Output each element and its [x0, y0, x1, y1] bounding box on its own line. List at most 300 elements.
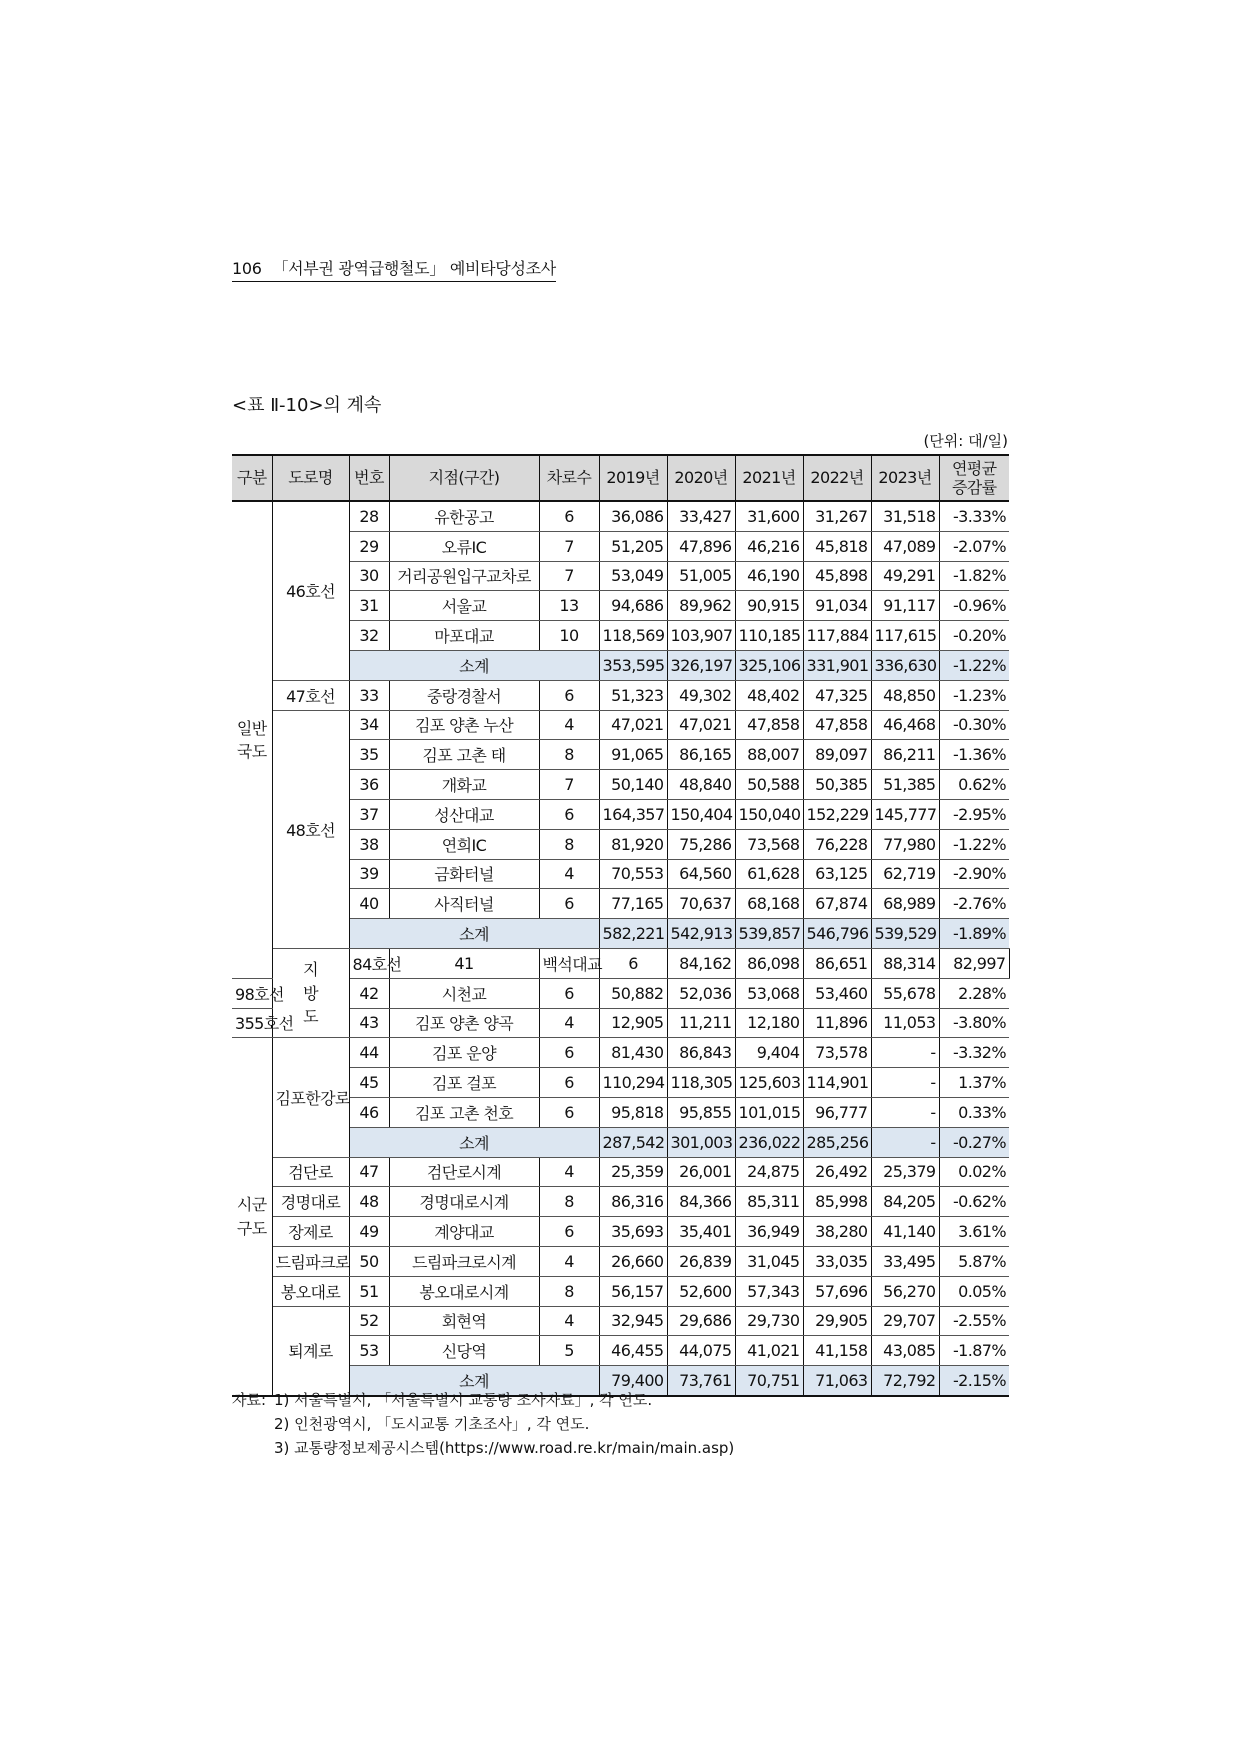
volume-cell: 50,385 [803, 770, 871, 800]
volume-cell: 62,719 [871, 859, 939, 889]
point-name-cell: 김포 고촌 태 [389, 740, 539, 770]
volume-cell: 125,603 [735, 1068, 803, 1098]
growth-rate-cell: -2.95% [939, 799, 1009, 829]
road-name-cell: 98호선 [232, 978, 272, 1008]
point-name-cell: 성산대교 [389, 799, 539, 829]
point-number-cell: 50 [349, 1246, 389, 1276]
volume-cell: 29,905 [803, 1306, 871, 1336]
volume-cell: 9,404 [735, 1038, 803, 1068]
road-name-cell: 검단로 [272, 1157, 349, 1187]
volume-cell: 84,162 [667, 948, 735, 978]
volume-cell: 35,693 [599, 1217, 667, 1247]
lanes-cell: 7 [539, 770, 599, 800]
table-row [232, 591, 1009, 621]
category-cell [232, 501, 272, 978]
table-row [232, 1008, 1009, 1038]
volume-cell: 29,707 [871, 1306, 939, 1336]
category-label: 지 [303, 960, 318, 980]
volume-cell: 56,270 [871, 1276, 939, 1306]
lanes-cell: 6 [539, 501, 599, 531]
lanes-cell: 6 [539, 1038, 599, 1068]
volume-cell: 91,065 [599, 740, 667, 770]
volume-cell: 150,404 [667, 799, 735, 829]
point-number-cell: 42 [349, 978, 389, 1008]
col-header: 2023년 [871, 455, 939, 501]
col-header: 지점(구간) [389, 455, 539, 501]
point-name-cell: 유한공고 [389, 501, 539, 531]
growth-rate-cell: -0.62% [939, 1187, 1009, 1217]
document-title: 「서부권 광역급행철도」 예비타당성조사 [272, 259, 556, 278]
volume-cell: 45,818 [803, 531, 871, 561]
lanes-cell: 13 [539, 591, 599, 621]
source-item: 2) 인천광역시, 「도시교통 기초조사」, 각 연도. [274, 1415, 590, 1433]
volume-cell: 68,168 [735, 889, 803, 919]
volume-cell: 33,035 [803, 1246, 871, 1276]
volume-cell: 114,901 [803, 1068, 871, 1098]
volume-cell: 77,980 [871, 829, 939, 859]
lanes-cell: 6 [599, 948, 667, 978]
volume-cell: 72,792 [871, 1366, 939, 1396]
volume-cell: 51,323 [599, 680, 667, 710]
volume-cell: 52,600 [667, 1276, 735, 1306]
page-header [232, 256, 556, 282]
volume-cell: 82,997 [939, 948, 1009, 978]
volume-cell: 236,022 [735, 1127, 803, 1157]
volume-cell: 542,913 [667, 919, 735, 949]
volume-cell: 41,140 [871, 1217, 939, 1247]
volume-cell: 103,907 [667, 621, 735, 651]
table-row [232, 740, 1009, 770]
volume-cell: 76,228 [803, 829, 871, 859]
source-item: 3) 교통량정보제공시스템(https://www.road.re.kr/main/main.asp) [274, 1439, 735, 1457]
growth-rate-cell: -2.90% [939, 859, 1009, 889]
col-header: 도로명 [272, 455, 349, 501]
growth-rate-cell: 0.02% [939, 1157, 1009, 1187]
category-cell [232, 1038, 272, 1396]
category-label: 방 [303, 983, 318, 1003]
category-label: 도 [303, 1006, 318, 1026]
volume-cell: 51,385 [871, 770, 939, 800]
road-name-cell: 46호선 [272, 501, 349, 680]
volume-cell: 36,086 [599, 501, 667, 531]
growth-rate-cell: -3.32% [939, 1038, 1009, 1068]
point-number-cell: 29 [349, 531, 389, 561]
point-number-cell: 39 [349, 859, 389, 889]
col-header-growth: 연평균 증감률 [939, 455, 1009, 501]
lanes-cell: 6 [539, 978, 599, 1008]
growth-rate-cell: -1.89% [939, 919, 1009, 949]
volume-cell: 86,316 [599, 1187, 667, 1217]
volume-cell: 41,021 [735, 1336, 803, 1366]
volume-cell: 26,492 [803, 1157, 871, 1187]
volume-cell: 73,761 [667, 1366, 735, 1396]
growth-rate-cell: -1.82% [939, 561, 1009, 591]
point-name-cell: 마포대교 [389, 621, 539, 651]
point-number-cell: 53 [349, 1336, 389, 1366]
volume-cell: 47,325 [803, 680, 871, 710]
volume-cell: 118,305 [667, 1068, 735, 1098]
volume-cell: 301,003 [667, 1127, 735, 1157]
lanes-cell: 8 [539, 829, 599, 859]
growth-rate-cell: 2.28% [939, 978, 1009, 1008]
volume-cell: 64,560 [667, 859, 735, 889]
volume-cell: 31,600 [735, 501, 803, 531]
volume-cell: 117,884 [803, 621, 871, 651]
table-row [232, 1246, 1009, 1276]
volume-cell: 25,379 [871, 1157, 939, 1187]
table-row [232, 1217, 1009, 1247]
volume-cell: 48,402 [735, 680, 803, 710]
lanes-cell: 8 [539, 1276, 599, 1306]
volume-cell: 31,045 [735, 1246, 803, 1276]
volume-cell: 118,569 [599, 621, 667, 651]
subtotal-row [232, 650, 1009, 680]
volume-cell: 84,205 [871, 1187, 939, 1217]
volume-cell: 12,905 [599, 1008, 667, 1038]
lanes-cell: 6 [539, 680, 599, 710]
volume-cell: 11,211 [667, 1008, 735, 1038]
road-name-cell: 봉오대로 [272, 1276, 349, 1306]
volume-cell: 44,075 [667, 1336, 735, 1366]
volume-cell: 26,001 [667, 1157, 735, 1187]
road-name-cell: 경명대로 [272, 1187, 349, 1217]
volume-cell: 63,125 [803, 859, 871, 889]
volume-cell: 89,962 [667, 591, 735, 621]
volume-cell: 47,021 [667, 710, 735, 740]
growth-rate-cell: -0.27% [939, 1127, 1009, 1157]
volume-cell: 95,855 [667, 1097, 735, 1127]
volume-cell: 326,197 [667, 650, 735, 680]
table-row [232, 948, 1009, 978]
volume-cell: 33,495 [871, 1246, 939, 1276]
point-number-cell: 40 [349, 889, 389, 919]
point-number-cell: 36 [349, 770, 389, 800]
volume-cell: 24,875 [735, 1157, 803, 1187]
volume-cell: 86,211 [871, 740, 939, 770]
point-number-cell: 49 [349, 1217, 389, 1247]
volume-cell: 49,302 [667, 680, 735, 710]
volume-cell: 287,542 [599, 1127, 667, 1157]
table-row [232, 1038, 1009, 1068]
volume-cell: 95,818 [599, 1097, 667, 1127]
lanes-cell: 7 [539, 531, 599, 561]
volume-cell: 46,455 [599, 1336, 667, 1366]
volume-cell: - [871, 1068, 939, 1098]
volume-cell: 26,660 [599, 1246, 667, 1276]
point-name-cell: 김포 고촌 천호 [389, 1097, 539, 1127]
table-row [232, 770, 1009, 800]
point-name-cell: 봉오대로시계 [389, 1276, 539, 1306]
growth-rate-cell: -0.20% [939, 621, 1009, 651]
volume-cell: 57,696 [803, 1276, 871, 1306]
volume-cell: 546,796 [803, 919, 871, 949]
sources-note [232, 1388, 734, 1460]
volume-cell: 46,216 [735, 531, 803, 561]
volume-cell: 94,686 [599, 591, 667, 621]
volume-cell: - [871, 1097, 939, 1127]
volume-cell: 61,628 [735, 859, 803, 889]
volume-cell: 56,157 [599, 1276, 667, 1306]
point-number-cell: 38 [349, 829, 389, 859]
volume-cell: 43,085 [871, 1336, 939, 1366]
lanes-cell: 10 [539, 621, 599, 651]
volume-cell: 33,427 [667, 501, 735, 531]
growth-rate-cell: -1.22% [939, 829, 1009, 859]
volume-cell: 79,400 [599, 1366, 667, 1396]
volume-cell: 48,850 [871, 680, 939, 710]
point-number-cell: 33 [349, 680, 389, 710]
point-name-cell: 김포 운양 [389, 1038, 539, 1068]
volume-cell: 38,280 [803, 1217, 871, 1247]
sources-label: 자료: [232, 1391, 267, 1409]
road-name-cell: 장제로 [272, 1217, 349, 1247]
growth-rate-cell: 0.62% [939, 770, 1009, 800]
volume-cell: 539,529 [871, 919, 939, 949]
growth-rate-cell: 0.05% [939, 1276, 1009, 1306]
volume-cell: 86,165 [667, 740, 735, 770]
table-row [232, 799, 1009, 829]
volume-cell: 70,751 [735, 1366, 803, 1396]
volume-cell: 47,021 [599, 710, 667, 740]
point-name-cell: 금화터널 [389, 859, 539, 889]
lanes-cell: 4 [539, 1246, 599, 1276]
col-header: 구분 [232, 455, 272, 501]
point-number-cell: 41 [389, 948, 539, 978]
volume-cell: 110,185 [735, 621, 803, 651]
volume-cell: 47,858 [735, 710, 803, 740]
header-row [232, 455, 1009, 501]
volume-cell: 81,430 [599, 1038, 667, 1068]
point-number-cell: 44 [349, 1038, 389, 1068]
category-label: 시군 [236, 1195, 267, 1215]
road-name-cell: 드림파크로 [272, 1246, 349, 1276]
volume-cell: 49,291 [871, 561, 939, 591]
point-name-cell: 오류IC [389, 531, 539, 561]
volume-cell: 50,588 [735, 770, 803, 800]
volume-cell: 71,063 [803, 1366, 871, 1396]
volume-cell: 51,205 [599, 531, 667, 561]
volume-cell: - [871, 1038, 939, 1068]
volume-cell: 331,901 [803, 650, 871, 680]
volume-cell: 77,165 [599, 889, 667, 919]
volume-cell: 325,106 [735, 650, 803, 680]
point-name-cell: 김포 양촌 양곡 [389, 1008, 539, 1038]
point-number-cell: 52 [349, 1306, 389, 1336]
point-name-cell: 드림파크로시계 [389, 1246, 539, 1276]
volume-cell: 47,858 [803, 710, 871, 740]
volume-cell: 53,049 [599, 561, 667, 591]
point-name-cell: 김포 걸포 [389, 1068, 539, 1098]
volume-cell: 48,840 [667, 770, 735, 800]
point-number-cell: 31 [349, 591, 389, 621]
point-number-cell: 51 [349, 1276, 389, 1306]
volume-cell: 70,553 [599, 859, 667, 889]
volume-cell: 110,294 [599, 1068, 667, 1098]
lanes-cell: 4 [539, 1306, 599, 1336]
volume-cell: 53,068 [735, 978, 803, 1008]
growth-rate-cell: -0.96% [939, 591, 1009, 621]
volume-cell: 41,158 [803, 1336, 871, 1366]
point-number-cell: 30 [349, 561, 389, 591]
table-row [232, 829, 1009, 859]
table-row [232, 1306, 1009, 1336]
lanes-cell: 6 [539, 799, 599, 829]
volume-cell: 12,180 [735, 1008, 803, 1038]
point-name-cell: 경명대로시계 [389, 1187, 539, 1217]
point-name-cell: 연희IC [389, 829, 539, 859]
category-label: 일반 [236, 718, 267, 738]
traffic-volume-table [232, 454, 1009, 1397]
volume-cell: 86,843 [667, 1038, 735, 1068]
lanes-cell: 8 [539, 1187, 599, 1217]
road-name-cell: 355호선 [232, 1008, 272, 1038]
volume-cell: 51,005 [667, 561, 735, 591]
volume-cell: 582,221 [599, 919, 667, 949]
col-header: 차로수 [539, 455, 599, 501]
road-name-cell: 김포한강로 [272, 1038, 349, 1157]
point-name-cell: 개화교 [389, 770, 539, 800]
table-row [232, 859, 1009, 889]
volume-cell: 164,357 [599, 799, 667, 829]
volume-cell: 31,267 [803, 501, 871, 531]
col-header: 2021년 [735, 455, 803, 501]
subtotal-row [232, 919, 1009, 949]
growth-rate-cell: -2.55% [939, 1306, 1009, 1336]
table-row [232, 621, 1009, 651]
growth-rate-cell: -1.36% [939, 740, 1009, 770]
volume-cell: 67,874 [803, 889, 871, 919]
volume-cell: 70,637 [667, 889, 735, 919]
point-number-cell: 43 [349, 1008, 389, 1038]
volume-cell: 36,949 [735, 1217, 803, 1247]
point-number-cell: 47 [349, 1157, 389, 1187]
road-name-cell: 퇴계로 [272, 1306, 349, 1396]
lanes-cell: 6 [539, 1217, 599, 1247]
volume-cell: 101,015 [735, 1097, 803, 1127]
volume-cell: 86,651 [803, 948, 871, 978]
growth-rate-cell: 0.33% [939, 1097, 1009, 1127]
volume-cell: 11,053 [871, 1008, 939, 1038]
volume-cell: 75,286 [667, 829, 735, 859]
growth-rate-cell: 5.87% [939, 1246, 1009, 1276]
table-row [232, 680, 1009, 710]
volume-cell: 50,140 [599, 770, 667, 800]
subtotal-label-cell: 소계 [349, 1366, 599, 1396]
point-number-cell: 48 [349, 1187, 389, 1217]
volume-cell: 336,630 [871, 650, 939, 680]
volume-cell: 91,117 [871, 591, 939, 621]
point-name-cell: 사직터널 [389, 889, 539, 919]
volume-cell: 11,896 [803, 1008, 871, 1038]
volume-cell: 117,615 [871, 621, 939, 651]
volume-cell: 26,839 [667, 1246, 735, 1276]
point-name-cell: 백석대교 [539, 948, 599, 978]
road-name-cell: 84호선 [349, 948, 389, 978]
table-row [232, 1336, 1009, 1366]
table-row [232, 1157, 1009, 1187]
growth-rate-cell: -2.15% [939, 1366, 1009, 1396]
volume-cell: 53,460 [803, 978, 871, 1008]
category-label: 구도 [236, 1218, 267, 1238]
volume-cell: 88,007 [735, 740, 803, 770]
volume-cell: 73,578 [803, 1038, 871, 1068]
source-item: 1) 서울특별시, 「서울특별시 교통량 조사자료」, 각 연도. [274, 1391, 653, 1409]
volume-cell: 73,568 [735, 829, 803, 859]
point-name-cell: 김포 양촌 누산 [389, 710, 539, 740]
volume-cell: 88,314 [871, 948, 939, 978]
table-title: <표 Ⅱ-10>의 계속 [232, 395, 382, 416]
point-number-cell: 45 [349, 1068, 389, 1098]
table-row [232, 1187, 1009, 1217]
col-header: 번호 [349, 455, 389, 501]
growth-rate-cell: -1.23% [939, 680, 1009, 710]
volume-cell: 25,359 [599, 1157, 667, 1187]
point-name-cell: 서울교 [389, 591, 539, 621]
lanes-cell: 6 [539, 1068, 599, 1098]
volume-cell: 91,034 [803, 591, 871, 621]
volume-cell: 57,343 [735, 1276, 803, 1306]
table-row [232, 710, 1009, 740]
growth-rate-cell: 3.61% [939, 1217, 1009, 1247]
volume-cell: 285,256 [803, 1127, 871, 1157]
page-number: 106 [232, 259, 262, 278]
growth-rate-cell: -3.33% [939, 501, 1009, 531]
lanes-cell: 4 [539, 859, 599, 889]
col-header: 2019년 [599, 455, 667, 501]
table-row [232, 531, 1009, 561]
unit-note: (단위: 대/일) [923, 432, 1008, 450]
point-number-cell: 34 [349, 710, 389, 740]
table-row [232, 1276, 1009, 1306]
volume-cell: 353,595 [599, 650, 667, 680]
volume-cell: 145,777 [871, 799, 939, 829]
volume-cell: 90,915 [735, 591, 803, 621]
lanes-cell: 4 [539, 1008, 599, 1038]
col-header: 2020년 [667, 455, 735, 501]
growth-rate-cell: -2.07% [939, 531, 1009, 561]
volume-cell: 81,920 [599, 829, 667, 859]
volume-cell: 55,678 [871, 978, 939, 1008]
subtotal-label-cell: 소계 [349, 919, 599, 949]
lanes-cell: 7 [539, 561, 599, 591]
point-number-cell: 46 [349, 1097, 389, 1127]
category-label: 국도 [236, 741, 267, 761]
volume-cell: - [871, 1127, 939, 1157]
volume-cell: 31,518 [871, 501, 939, 531]
volume-cell: 152,229 [803, 799, 871, 829]
volume-cell: 50,882 [599, 978, 667, 1008]
volume-cell: 52,036 [667, 978, 735, 1008]
subtotal-label-cell: 소계 [349, 1127, 599, 1157]
point-number-cell: 37 [349, 799, 389, 829]
volume-cell: 35,401 [667, 1217, 735, 1247]
table-row [232, 501, 1009, 531]
table-row [232, 889, 1009, 919]
lanes-cell: 4 [539, 710, 599, 740]
volume-cell: 45,898 [803, 561, 871, 591]
point-number-cell: 32 [349, 621, 389, 651]
table-row [232, 561, 1009, 591]
lanes-cell: 5 [539, 1336, 599, 1366]
lanes-cell: 6 [539, 1097, 599, 1127]
road-name-cell: 47호선 [272, 680, 349, 710]
point-name-cell: 신당역 [389, 1336, 539, 1366]
growth-rate-cell: -3.80% [939, 1008, 1009, 1038]
volume-cell: 29,686 [667, 1306, 735, 1336]
volume-cell: 68,989 [871, 889, 939, 919]
point-number-cell: 35 [349, 740, 389, 770]
lanes-cell: 8 [539, 740, 599, 770]
